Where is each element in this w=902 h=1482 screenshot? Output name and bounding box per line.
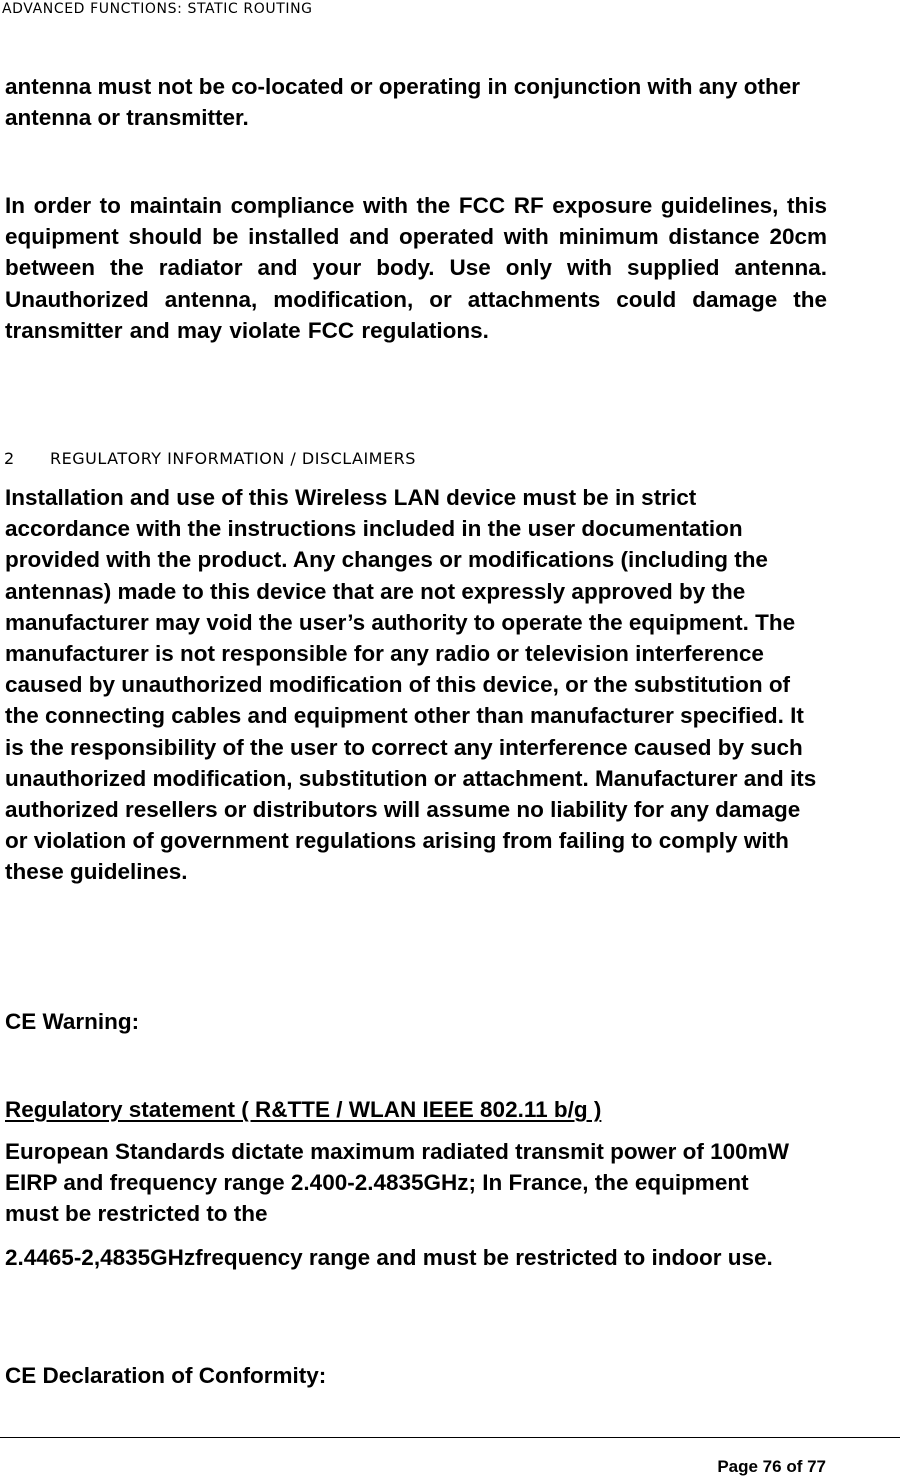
regulatory-statement-heading: Regulatory statement ( R&TTE / WLAN IEEE 802.11 b/g ) (5, 1097, 602, 1122)
running-header: ADVANCED FUNCTIONS: STATIC ROUTING (2, 1, 313, 17)
footer-divider (0, 1437, 900, 1438)
european-standards-paragraph: European Standards dictate maximum radiated transmit power of 100mW EIRP and frequency range 2.400-2.4835GHz; In France, the equipment must be restricted to the (5, 1139, 789, 1227)
section-title: REGULATORY INFORMATION / DISCLAIMERS (50, 449, 416, 468)
fcc-rf-exposure-paragraph: In order to maintain compliance with the FCC RF exposure guidelines, this equipment should be installed and operated with minimum distance 20cm between the radiator and your body. Use only with supplied antenna. Unauthorized antenna, modification, or attachments could damage the transmitter and may violate FCC regulations. (5, 193, 827, 343)
frequency-range-paragraph: 2.4465-2,4835GHzfrequency range and must be restricted to indoor use. (5, 1245, 773, 1270)
ce-declaration-heading: CE Declaration of Conformity: (5, 1363, 327, 1388)
installation-disclaimer-paragraph: Installation and use of this Wireless LAN device must be in strict accordance with the instructions included in the user documentation provided with the product. Any changes or modifications (including the antennas) made to this device that are not expressly approved by the manufacturer may void the user’s authority to operate the equipment. The manufacturer is not responsible for any radio or television interference caused by unauthorized modification of this device, or the substitution of the connecting cables and equipment other than manufacturer specified. It is the responsibility of the user to correct any interference caused by such unauthorized modification, substitution or attachment. Manufacturer and its authorized resellers or distributors will assume no liability for any damage or violation of government regulations arising from failing to comply with these guidelines. (5, 485, 817, 885)
page-number: Page 76 of 77 (717, 1457, 826, 1476)
ce-warning-heading: CE Warning: (5, 1009, 140, 1034)
section-heading (4, 449, 416, 468)
antenna-colocation-paragraph: antenna must not be co-located or operating in conjunction with any other antenna or transmitter. (5, 74, 801, 131)
section-number: 2 (4, 449, 15, 468)
